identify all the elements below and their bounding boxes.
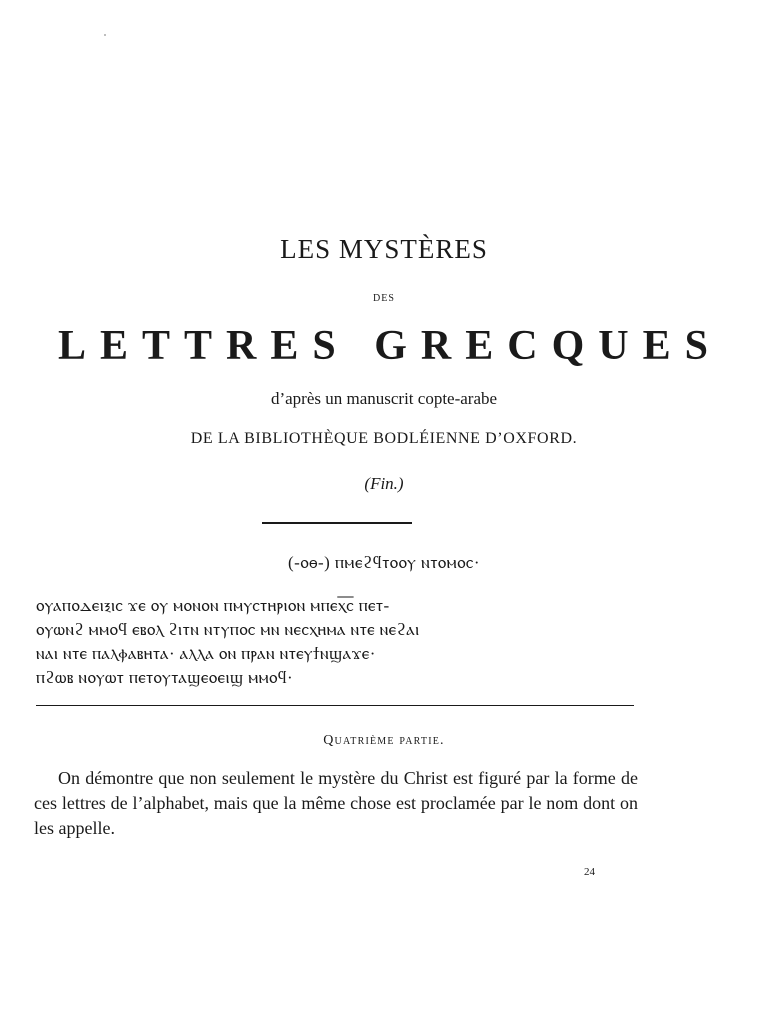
subtitle-manuscript: d’après un manuscrit copte-arabe [270,389,498,408]
section-title: Quatrième partie. [323,733,445,748]
coptic-heading: (-ⲟⲑ-) ⲡⲙⲉϩϥⲧⲟⲟⲩ ⲛⲧⲟⲙⲟⲥ· [287,553,481,572]
coptic-line: ⲟⲩⲱⲛϩ ⲙⲙⲟϥ ⲉⲃⲟⲗ ϩⲓⲧⲛ ⲛⲧⲩⲡⲟⲥ ⲙⲛ ⲛⲉⲥⲭⲏⲙⲁ ⲛⲧⲉ ⲛⲉϩⲁⲓ [36,620,420,639]
subtitle-library: DE LA BIBLIOTHÈQUE BODLÉIENNE D’OXFORD. [190,430,578,447]
long-divider [36,705,634,706]
body-paragraph: On démontre que non seulement le mystère du Christ est figuré par la forme de ces lettres de l’alphabet, mais que la même chose est proclamée par le nom dont on les appelle. [34,768,638,838]
title-line-2: LETTRES GRECQUES [58,323,722,369]
paper-speck [104,34,106,36]
title-line-1: LES MYSTÈRES [280,234,488,264]
fin-label: (Fin.) [364,474,404,493]
coptic-line: ⲛⲁⲓ ⲛⲧⲉ ⲡⲁⲗⲫⲁⲃⲏⲧⲁ· ⲁⲗⲗⲁ ⲟⲛ ⲡⲣⲁⲛ ⲛⲧⲉⲩϯⲛϣⲁϫⲉ· [36,644,376,663]
short-divider [262,522,412,524]
body-text [34,766,638,841]
coptic-line: ⲡϩⲱⲃ ⲛⲟⲩⲱⲧ ⲡⲉⲧⲟⲩⲧⲁϣⲉⲟⲉⲓϣ ⲙⲙⲟϥ· [36,668,294,687]
coptic-paragraph [36,594,640,690]
page-number: 24 [584,866,595,878]
title-des: DES [373,293,395,304]
coptic-line: ⲟⲩⲁⲡⲟⲇⲉⲓⲝⲓⲥ ϫⲉ ⲟⲩ ⲙⲟⲛⲟⲛ ⲡⲙⲩⲥⲧⲏⲣⲓⲟⲛ ⲙⲡⲉⲭ︦ⲥ︦ ⲡⲉⲧ- [36,596,390,615]
